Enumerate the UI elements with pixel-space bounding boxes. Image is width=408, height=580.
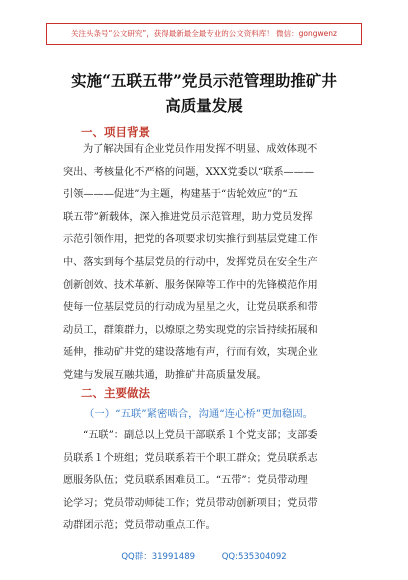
- promo-banner: 关注头条号“公文研究”，获得最新最全最专业的公文资料库！ 微信：gongwenz: [46, 23, 362, 45]
- paragraph-line: 示范引领作用，把党的各项要求切实推行到基层党建工作: [63, 234, 318, 246]
- paragraph-line: “五联”：副总以上党员干部联系１个党支部；支部委: [83, 430, 318, 441]
- section-heading-practices: 二、主要做法: [81, 386, 150, 400]
- paragraph-line: 论学习；党员带动师徒工作；党员带动创新项目；党员带: [63, 497, 318, 509]
- document-title: [46, 68, 362, 118]
- paragraph-line: 联五带”新载体，深入推进党员示范管理，助力党员发挥: [63, 211, 313, 223]
- paragraph-line: 愿服务队伍；党员联系困难员工。“五带”：党员带动理: [63, 475, 308, 487]
- paragraph-line: 引领———促进”为主题，构建基于“齿轮效应”的“五: [63, 189, 298, 201]
- paragraph-line: 使每一位基层党员的行动成为星星之火，让党员联系和带: [63, 302, 318, 314]
- paragraph-line: 突出、考核量化不严格的问题，XXX党委以“联系———: [63, 166, 315, 178]
- title-line-1: 实施“五联五带”党员示范管理助推矿井: [71, 71, 337, 90]
- paragraph-line: 中、落实到每个基层党员的行动中，发挥党员在安全生产: [63, 256, 318, 268]
- footer-qq-group: QQ群：31991489: [121, 552, 196, 562]
- section-heading-background: 一、项目背景: [81, 125, 150, 139]
- section-practices-body: [63, 425, 353, 538]
- section-background-body: [63, 139, 353, 388]
- title-line-2: 高质量发展: [165, 96, 243, 115]
- paragraph-line: 延伸，推动矿井党的建设落地有声，行而有效，实现企业: [63, 347, 318, 359]
- footer-qq: QQ:535304092: [221, 552, 287, 562]
- paragraph-line: 党建与发展互融共通，助推矿井高质量发展。: [63, 369, 267, 381]
- paragraph-line: 创新创效、技术革新、服务保障等工作中的先锋模范作用: [63, 279, 318, 291]
- subsection-heading: （一）“五联”紧密啮合，沟通“连心桥”更加稳固。: [84, 408, 314, 420]
- page-footer: [0, 550, 408, 562]
- paragraph-line: 员联系１个班组；党员联系若干个职工群众；党员联系志: [63, 452, 318, 464]
- paragraph-line: 为了解决国有企业党员作用发挥不明显、成效体现不: [83, 144, 318, 155]
- paragraph-line: 动群团示范；党员带动重点工作。: [63, 520, 216, 532]
- paragraph-line: 动员工，群策群力，以燎原之势实现党的宗旨持续拓展和: [63, 324, 318, 336]
